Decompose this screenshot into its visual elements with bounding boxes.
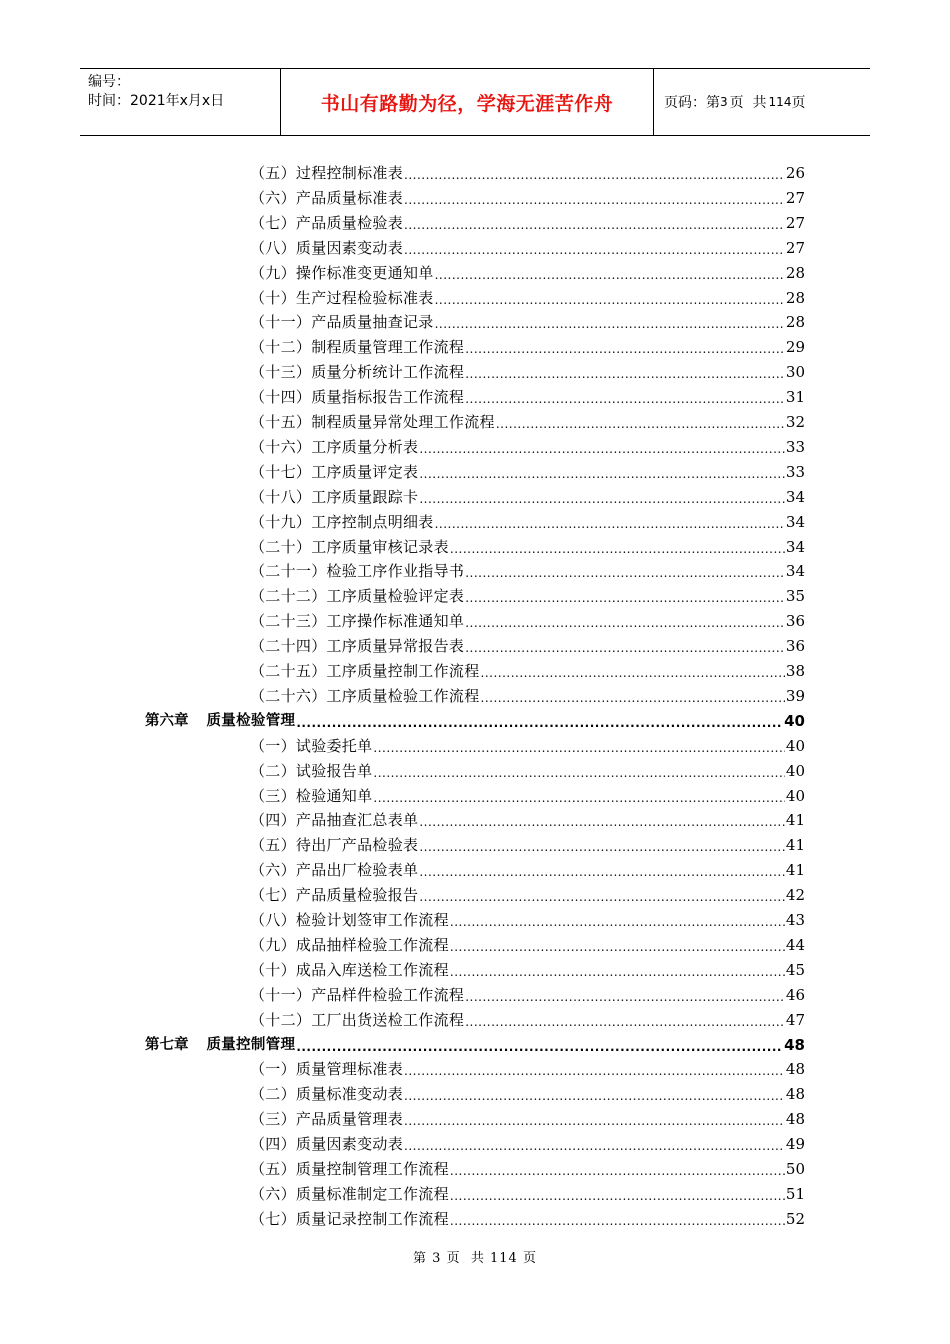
toc-page-number: 34	[785, 512, 805, 531]
toc-entry[interactable]	[250, 682, 805, 706]
toc-entry[interactable]	[250, 533, 805, 557]
toc-entry-title: （十二）制程质量管理工作流程	[250, 338, 465, 357]
toc-dot-leader	[419, 466, 785, 482]
toc-page-number: 48	[785, 1085, 805, 1104]
toc-entry[interactable]	[250, 483, 805, 507]
toc-dot-leader	[404, 1088, 785, 1104]
header-info-cell	[80, 69, 281, 135]
toc-dot-leader	[465, 640, 785, 656]
toc-entry[interactable]	[250, 1006, 805, 1030]
toc-entry[interactable]	[250, 931, 805, 955]
toc-dot-leader	[419, 441, 785, 457]
toc-entry[interactable]	[250, 1130, 805, 1154]
toc-page-number: 48	[785, 1110, 805, 1129]
toc-dot-leader	[419, 889, 785, 905]
toc-page-number: 40	[784, 711, 805, 730]
toc-page-number: 32	[785, 413, 805, 431]
toc-entry[interactable]	[250, 732, 805, 756]
toc-page-number: 50	[785, 1160, 805, 1178]
footer-page-current: 3	[432, 1251, 442, 1266]
toc-entry-title: （十九）工序控制点明细表	[250, 512, 434, 531]
toc-dot-leader	[404, 167, 785, 183]
toc-entry-title: （二）试验报告单	[250, 761, 373, 780]
toc-entry-title: （二）质量标准变动表	[250, 1085, 404, 1104]
header-page-current: 3	[720, 95, 728, 109]
toc-dot-leader	[450, 939, 785, 955]
toc-page-number: 27	[785, 188, 805, 207]
toc-dot-leader	[450, 1188, 785, 1204]
toc-entry[interactable]	[250, 657, 805, 681]
toc-page-number: 49	[785, 1135, 805, 1154]
toc-dot-leader	[404, 192, 785, 208]
toc-dot-leader	[435, 292, 785, 308]
toc-entry-title: （六）产品出厂检验表单	[250, 861, 419, 880]
toc-dot-leader	[465, 615, 785, 631]
toc-entry[interactable]	[250, 981, 805, 1005]
toc-entry-title: （八）检验计划签审工作流程	[250, 911, 449, 929]
toc-page-number: 28	[785, 313, 805, 332]
toc-entry-title: （二十六）工序质量检验工作流程	[250, 686, 480, 705]
footer-prefix: 第	[413, 1251, 428, 1266]
toc-page-number: 48	[784, 1035, 805, 1054]
toc-entry[interactable]	[250, 408, 805, 432]
page-footer	[0, 1247, 950, 1266]
header-page-total: 114	[768, 95, 792, 109]
toc-entry[interactable]	[250, 1205, 805, 1229]
toc-entry-title: （十八）工序质量跟踪卡	[250, 487, 419, 506]
toc-page-number: 28	[785, 263, 805, 282]
toc-entry[interactable]	[250, 1105, 805, 1129]
toc-entry-title: （十）成品入库送检工作流程	[250, 960, 449, 979]
toc-entry-title: （十五）制程质量异常处理工作流程	[250, 413, 495, 431]
toc-entry[interactable]	[250, 333, 805, 357]
toc-entry-title: （十四）质量指标报告工作流程	[250, 388, 465, 407]
toc-page-number: 48	[785, 1060, 805, 1079]
toc-entry[interactable]	[250, 632, 805, 656]
toc-page-number: 34	[785, 562, 805, 581]
toc-dot-leader	[296, 715, 783, 731]
toc-dot-leader	[404, 217, 785, 233]
toc-entry-title: （二十四）工序质量异常报告表	[250, 637, 465, 656]
toc-dot-leader	[481, 690, 785, 706]
toc-dot-leader	[465, 341, 785, 357]
toc-entry-title: 质量检验管理	[206, 712, 296, 729]
toc-entry-title: （十三）质量分析统计工作流程	[250, 363, 465, 382]
toc-entry-title: （八）质量因素变动表	[250, 238, 404, 257]
toc-page-number: 27	[785, 238, 805, 257]
toc-entry-title: （十六）工序质量分析表	[250, 437, 419, 456]
toc-dot-leader	[419, 839, 785, 855]
toc-entry[interactable]	[250, 881, 805, 905]
toc-dot-leader	[465, 989, 785, 1005]
footer-page-total: 114	[490, 1251, 518, 1266]
toc-page-number: 46	[785, 985, 805, 1004]
toc-page-number: 34	[785, 487, 805, 506]
toc-entry-title: （五）质量控制管理工作流程	[250, 1160, 449, 1178]
header-page-prefix: 页码：第	[664, 95, 720, 111]
toc-entry-title: （十二）工厂出货送检工作流程	[250, 1010, 465, 1029]
toc-entry[interactable]	[250, 358, 805, 382]
toc-page-number: 39	[785, 686, 805, 705]
toc-entry[interactable]	[250, 383, 805, 407]
toc-page-number: 40	[785, 786, 805, 805]
toc-entry[interactable]	[250, 433, 805, 457]
toc-entry[interactable]	[250, 806, 805, 830]
toc-page-number: 51	[785, 1184, 805, 1203]
header-motto: 书山有路勤为径，学海无涯苦作舟	[281, 69, 654, 135]
toc-entry[interactable]	[250, 234, 805, 258]
footer-mid: 页 共	[446, 1251, 485, 1266]
toc-entry[interactable]	[250, 856, 805, 880]
toc-entry-title: （三）产品质量管理表	[250, 1110, 404, 1129]
toc-page-number: 34	[785, 537, 805, 556]
toc-dot-leader	[404, 1138, 785, 1154]
toc-page-number: 40	[785, 761, 805, 780]
toc-dot-leader	[465, 366, 785, 382]
toc-entry-title: （二十五）工序质量控制工作流程	[250, 662, 480, 680]
toc-entry[interactable]	[250, 831, 805, 855]
document-number-label: 编号：	[88, 74, 130, 90]
page-header	[80, 68, 870, 136]
toc-entry-title: （六）产品质量标准表	[250, 188, 404, 207]
toc-entry-title: 质量控制管理	[206, 1036, 296, 1053]
toc-dot-leader	[450, 1213, 785, 1229]
toc-page-number: 30	[785, 363, 805, 382]
toc-entry-title: （四）质量因素变动表	[250, 1135, 404, 1154]
toc-entry[interactable]	[250, 782, 805, 806]
toc-entry-title: （十一）产品质量抽查记录	[250, 313, 434, 332]
toc-entry-title: （九）操作标准变更通知单	[250, 263, 434, 282]
toc-dot-leader	[465, 391, 785, 407]
toc-entry-title: （七）产品质量检验表	[250, 213, 404, 232]
toc-entry-title: （三）检验通知单	[250, 786, 373, 805]
toc-entry[interactable]	[250, 956, 805, 980]
toc-page-number: 36	[785, 637, 805, 656]
toc-entry[interactable]	[250, 1180, 805, 1204]
toc-page-number: 41	[785, 836, 805, 855]
toc-page-number: 41	[785, 811, 805, 830]
toc-dot-leader	[481, 665, 785, 681]
toc-dot-leader	[435, 267, 785, 283]
toc-dot-leader	[373, 765, 785, 781]
toc-entry[interactable]	[250, 259, 805, 283]
toc-chapter-entry[interactable]	[145, 707, 805, 731]
toc-dot-leader	[450, 964, 785, 980]
toc-entry[interactable]	[250, 582, 805, 606]
toc-entry[interactable]	[250, 1155, 805, 1179]
toc-entry[interactable]	[250, 508, 805, 532]
toc-entry[interactable]	[250, 1080, 805, 1104]
toc-page-number: 26	[785, 164, 805, 182]
toc-entry-title: （二十二）工序质量检验评定表	[250, 587, 465, 606]
toc-dot-leader	[465, 565, 785, 581]
toc-entry-title: （十七）工序质量评定表	[250, 462, 419, 481]
toc-page-number: 33	[785, 462, 805, 481]
toc-page-number: 35	[785, 587, 805, 606]
toc-page-number: 33	[785, 437, 805, 456]
toc-entry[interactable]	[250, 906, 805, 930]
toc-page-number: 52	[785, 1209, 805, 1228]
toc-entry[interactable]	[250, 557, 805, 581]
toc-chapter-entry[interactable]	[145, 1031, 805, 1055]
toc-entry[interactable]	[250, 209, 805, 233]
toc-dot-leader	[496, 416, 785, 432]
toc-entry-title: （二十一）检验工序作业指导书	[250, 562, 465, 581]
document-date-label: 时间：2021年x月x日	[88, 93, 225, 109]
toc-dot-leader	[450, 541, 785, 557]
toc-entry[interactable]	[250, 284, 805, 308]
toc-entry-title: （五）待出厂产品检验表	[250, 836, 419, 855]
toc-dot-leader	[435, 516, 785, 532]
toc-page-number: 42	[785, 886, 805, 905]
header-page-info	[654, 69, 870, 135]
toc-dot-leader	[465, 1014, 785, 1030]
toc-dot-leader	[296, 1039, 783, 1055]
toc-entry[interactable]	[250, 184, 805, 208]
toc-page-number: 43	[785, 911, 805, 929]
toc-dot-leader	[465, 590, 785, 606]
toc-dot-leader	[404, 242, 785, 258]
toc-dot-leader	[419, 491, 785, 507]
toc-dot-leader	[373, 790, 785, 806]
toc-entry[interactable]	[250, 159, 805, 183]
toc-entry-title: （一）质量管理标准表	[250, 1060, 404, 1079]
toc-page-number: 29	[785, 338, 805, 357]
header-page-suffix: 页	[791, 95, 806, 111]
toc-dot-leader	[404, 1063, 785, 1079]
toc-entry-title: （七）产品质量检验报告	[250, 886, 419, 905]
toc-page-number: 40	[785, 736, 805, 755]
toc-entry-title: （六）质量标准制定工作流程	[250, 1184, 449, 1203]
toc-page-number: 44	[785, 935, 805, 954]
toc-entry-title: （二十）工序质量审核记录表	[250, 537, 449, 556]
toc-dot-leader	[419, 814, 785, 830]
toc-entry-title: （七）质量记录控制工作流程	[250, 1209, 449, 1228]
toc-entry[interactable]	[250, 607, 805, 631]
toc-entry-title: （五）过程控制标准表	[250, 164, 404, 182]
toc-entry-title: （九）成品抽样检验工作流程	[250, 935, 449, 954]
toc-page-number: 28	[785, 288, 805, 307]
toc-page-number: 41	[785, 861, 805, 880]
toc-dot-leader	[435, 316, 785, 332]
toc-page-number: 45	[785, 960, 805, 979]
toc-entry-title: （二十三）工序操作标准通知单	[250, 612, 465, 631]
toc-dot-leader	[419, 864, 785, 880]
toc-entry[interactable]	[250, 458, 805, 482]
toc-page-number: 38	[785, 662, 805, 680]
toc-entry[interactable]	[250, 1055, 805, 1079]
toc-dot-leader	[450, 1163, 785, 1179]
header-page-mid: 页 共	[729, 95, 767, 111]
toc-page-number: 27	[785, 213, 805, 232]
toc-entry-title: （十）生产过程检验标准表	[250, 288, 434, 307]
toc-page-number: 36	[785, 612, 805, 631]
toc-page-number: 47	[785, 1010, 805, 1029]
toc-dot-leader	[373, 740, 785, 756]
toc-chapter-number: 第七章	[145, 1036, 189, 1053]
toc-entry[interactable]	[250, 308, 805, 332]
footer-suffix: 页	[522, 1251, 537, 1266]
toc-entry[interactable]	[250, 757, 805, 781]
toc-entry-title: （四）产品抽查汇总表单	[250, 811, 419, 830]
toc-entry-title: （一）试验委托单	[250, 736, 373, 755]
toc-dot-leader	[450, 914, 785, 930]
toc-chapter-number: 第六章	[145, 712, 189, 729]
toc-dot-leader	[404, 1113, 785, 1129]
toc-entry-title: （十一）产品样件检验工作流程	[250, 985, 465, 1004]
toc-page-number: 31	[785, 388, 805, 407]
